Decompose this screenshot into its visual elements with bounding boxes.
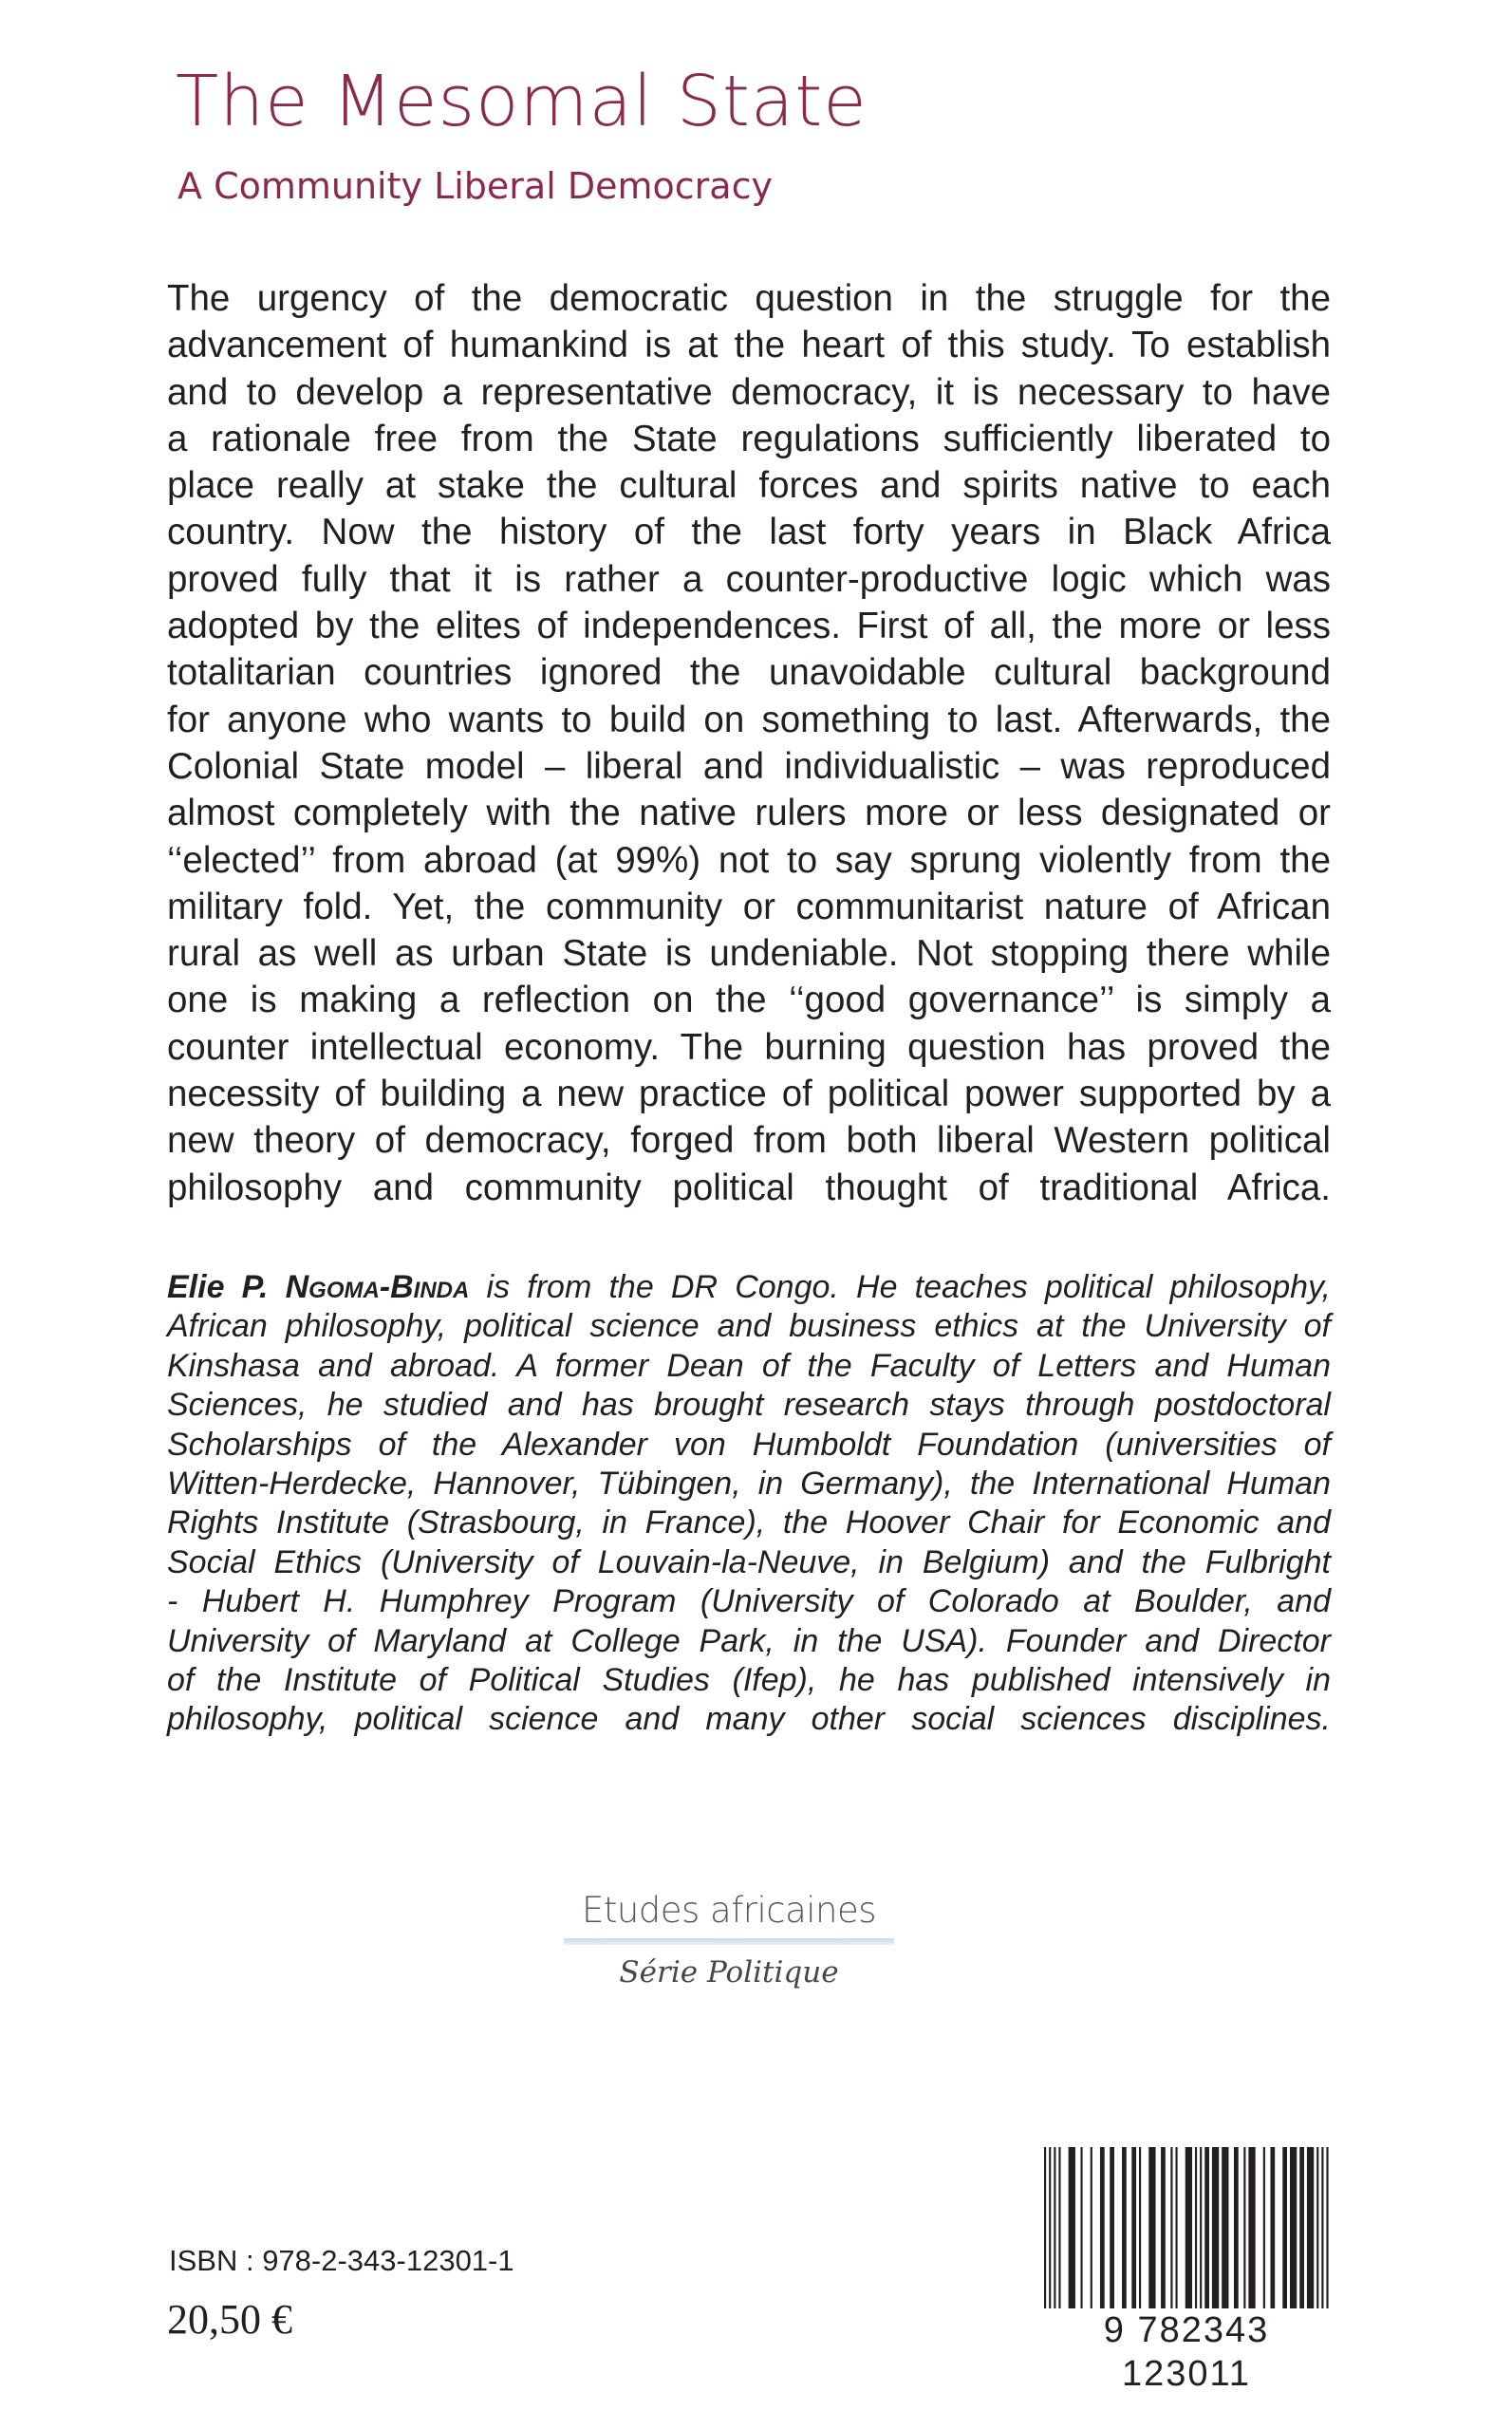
barcode-digits: 9 782343 123011 [1035,2308,1338,2396]
barcode-bar [1122,2147,1127,2327]
barcode-bar [1069,2147,1075,2327]
author-last-name: Ngoma-Binda [285,1269,470,1305]
barcode-bar [1212,2147,1219,2327]
author-bio-line: Kinshasa and abroad. A former Dean of the Faculty of Letters and Human [167,1347,1331,1384]
blurb-line: philosophy and community political thought of traditional Africa. [167,1167,1331,1208]
blurb-line: The urgency of the democratic question in the struggle for the [167,278,1331,319]
author-bio-first-line: is from the DR Congo. He teaches political philosophy, [469,1269,1331,1305]
barcode-bar [1200,2147,1202,2327]
author-bio-line: African philosophy, political science and business ethics at the University of [167,1308,1331,1345]
blurb-line: country. Now the history of the last forty years in Black Africa [167,512,1331,553]
barcode-bar [1204,2147,1209,2327]
barcode-bar [1290,2147,1297,2327]
barcode-bar [1110,2147,1114,2327]
barcode [1035,2147,1338,2394]
author-bio-line: Sciences, he studied and has brought research stays through postdoctoral [167,1387,1331,1424]
barcode-bar [1175,2147,1177,2327]
blurb-line: a rationale free from the State regulations sufficiently liberated to [167,418,1331,459]
author-bio [167,1268,1331,1740]
blurb-line: counter intellectual economy. The burning question has proved the [167,1026,1331,1068]
barcode-bar [1307,2147,1314,2327]
blurb-line: place really at stake the cultural forces and spirits native to each [167,465,1331,507]
barcode-bar [1299,2147,1304,2327]
author-bio-line: University of Maryland at College Park, in the USA). Founder and Director [167,1622,1331,1659]
barcode-bar [1161,2147,1166,2327]
blurb-line: one is making a reflection on the ‘‘good governance’’ is simply a [167,980,1331,1021]
author-bio-line: philosophy, political science and many other social sciences disciplines. [167,1701,1331,1738]
barcode-bar [1270,2147,1275,2327]
barcode-bar [1185,2147,1192,2327]
barcode-bar [1131,2147,1136,2327]
blurb-line: Colonial State model – liberal and individualistic – was reproduced [167,745,1331,787]
blurb-line: necessity of building a new practice of political power supported by a [167,1074,1331,1115]
barcode-bar [1321,2147,1323,2327]
price-label: 20,50 € [167,2296,292,2343]
blurb-line: totalitarian countries ignored the unavoidable cultural background [167,652,1331,694]
barcode-bar [1234,2147,1239,2327]
barcode-bar [1222,2147,1228,2327]
author-bio-line: of the Institute of Political Studies (Ifep), he has published intensively in [167,1662,1331,1699]
barcode-bar [1054,2147,1055,2327]
barcode-bar [1195,2147,1197,2327]
blurb-line: adopted by the elites of independences. First of all, the more or less [167,606,1331,647]
author-bio-line: Social Ethics (University of Louvain-la-Neuve, in Belgium) and the Fulbright [167,1543,1331,1580]
barcode-bar [1100,2147,1105,2327]
author-bio-line: Scholarships of the Alexander von Humboldt Foundation (universities of [167,1426,1331,1463]
author-bio-line: Rights Institute (Strasbourg, in France), the Hoover Chair for Economic and [167,1504,1331,1541]
series-divider [564,1938,894,1945]
blurb-line: almost completely with the native rulers more or less designated or [167,793,1331,834]
back-cover-blurb [167,275,1331,1211]
book-title: The Mesomal State [176,61,868,142]
author-bio-line: Witten-Herdecke, Hannover, Tübingen, in Germany), the International Human [167,1466,1331,1503]
series-name: Etudes africaines [581,1890,877,1931]
barcode-bar [1148,2147,1155,2327]
blurb-line: new theory of democracy, forged from both liberal Western political [167,1120,1331,1162]
barcode-bar [1044,2147,1046,2327]
barcode-bar [1282,2147,1287,2327]
author-bio-line [167,1268,1331,1307]
series-logo [558,1889,900,1990]
barcode-bar [1170,2147,1172,2327]
barcode-bar [1248,2147,1255,2327]
isbn-label: ISBN : 978-2-343-12301-1 [169,2244,514,2277]
barcode-bar [1243,2147,1245,2327]
barcode-bar [1263,2147,1265,2327]
blurb-line: rural as well as urban State is undeniable. Not stopping there while [167,933,1331,975]
author-bio-line: - Hubert H. Humphrey Program (University of Colorado at Boulder, and [167,1583,1331,1620]
blurb-line: and to develop a representative democracy, it is necessary to have [167,371,1331,413]
barcode-bar [1080,2147,1082,2327]
blurb-line: military fold. Yet, the community or communitarist nature of African [167,886,1331,927]
book-subtitle: A Community Liberal Democracy [177,165,773,207]
barcode-bar [1326,2147,1328,2327]
blurb-line: ‘‘elected’’ from abroad (at 99%) not to say sprung violently from the [167,839,1331,881]
barcode-bar [1091,2147,1092,2327]
series-subseries: Série Politique [619,1955,839,1990]
blurb-line: for anyone who wants to build on something to last. Afterwards, the [167,699,1331,740]
author-first-name: Elie P. [167,1269,269,1305]
blurb-line: advancement of humankind is at the heart of this study. To establish [167,325,1331,366]
barcode-bar [1316,2147,1318,2327]
barcode-bar [1139,2147,1141,2327]
barcode-bar [1049,2147,1051,2327]
barcode-bars [1035,2147,1338,2327]
barcode-bar [1058,2147,1060,2327]
blurb-line: proved fully that it is rather a counter-productive logic which was [167,558,1331,600]
